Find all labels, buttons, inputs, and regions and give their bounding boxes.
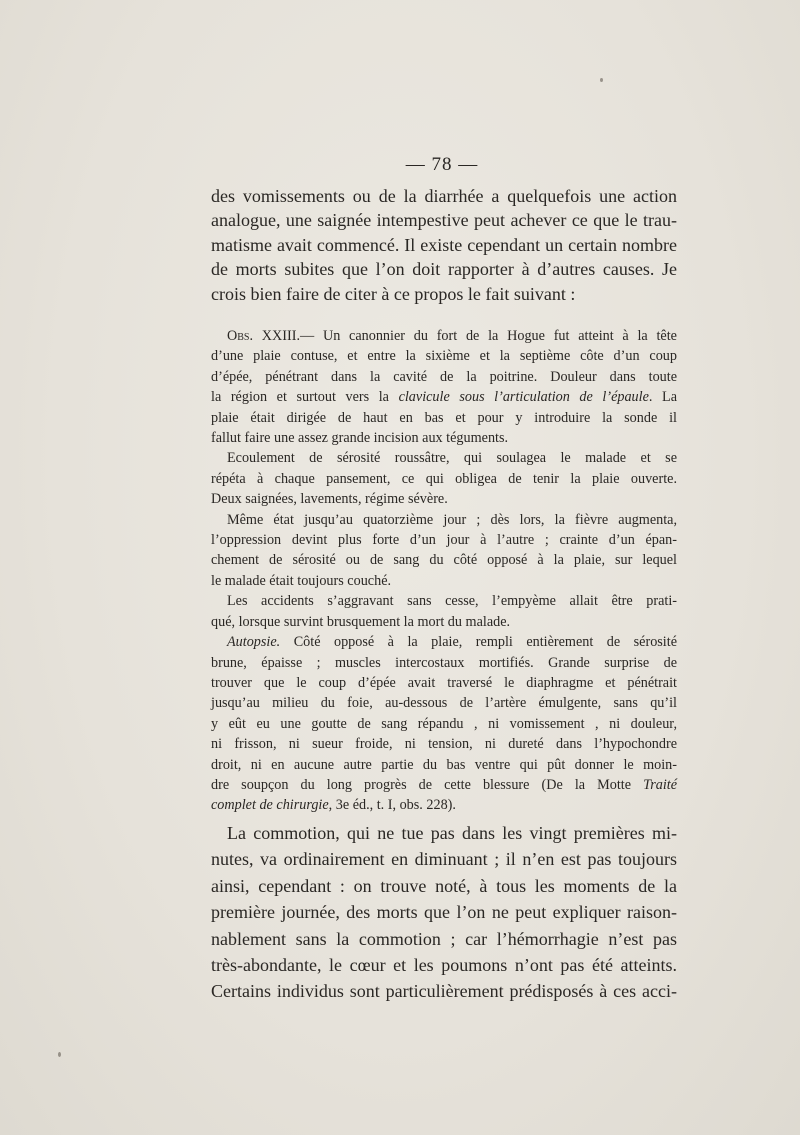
text-span: dre soupçon du long progrès de cette blessure (De la Motte — [211, 776, 644, 793]
text-line: l’oppression devint plus forte d’un jour à l’autre ; crainte d’un épan- — [211, 532, 677, 549]
intro-paragraph — [211, 184, 677, 306]
text-line: Certains individus sont particulièrement prédisposés à ces acci- — [211, 981, 677, 1002]
italic-term: clavicule sous l’articulation de l’épaule — [398, 389, 649, 406]
text-line: plaie était dirigée de haut en bas et pour y introduire la sonde il — [211, 409, 677, 426]
text-line: crois bien faire de citer à ce propos le fait suivant : — [211, 283, 576, 304]
text-span: . La — [648, 389, 678, 406]
italic-title: Traité — [643, 776, 677, 793]
text-span: Côté opposé à la plaie, rempli entièrement de sérosité — [280, 634, 677, 651]
text-line — [211, 387, 677, 407]
text-line: Même état jusqu’au quatorzième jour ; dès lors, la fièvre augmenta, — [227, 511, 677, 528]
text-line: de morts subites que l’on doit rapporter à d’autres causes. Je — [211, 259, 677, 280]
text-line: d’épée, pénétrant dans la cavité de la poitrine. Douleur dans toute — [211, 368, 677, 385]
observation-heading-line — [211, 326, 677, 346]
text-line: trouver que le coup d’épée avait traversé le diaphragme et pénétrait — [211, 674, 677, 691]
observation-block — [211, 326, 677, 816]
body-paragraph — [211, 820, 677, 1005]
page-number: — 78 — — [405, 154, 479, 175]
paper-speck — [600, 78, 603, 82]
text-line: qué, lorsque survint brusquement la mort du malade. — [211, 613, 511, 630]
text-span: — Un canonnier du fort de la Hogue fut atteint à la tête — [300, 328, 677, 344]
paper-speck — [58, 1052, 61, 1057]
text-line: nutes, va ordinairement en diminuant ; il n’en est pas toujours — [211, 849, 677, 870]
text-line: répéta à chaque pansement, ce qui obligea de tenir la plaie ouverte. — [211, 470, 677, 487]
text-line: première journée, des morts que l’on ne peut expliquer raison- — [211, 902, 677, 923]
text-line: Ecoulement de sérosité roussâtre, qui soulagea le malade et se — [227, 450, 677, 467]
text-line: y eût eu une goutte de sang répandu , ni vomissement , ni douleur, — [211, 715, 677, 732]
autopsy-line — [211, 632, 677, 652]
text-line: La commotion, qui ne tue pas dans les vingt premières mi- — [227, 823, 677, 843]
text-line: d’une plaie contuse, et entre la sixième et la septième côte d’un coup — [211, 348, 677, 365]
observation-label: Obs. XXIII. — [227, 328, 300, 344]
text-line — [211, 795, 677, 815]
text-span: la région et surtout vers la — [211, 389, 399, 406]
text-line: très-abondante, le cœur et les poumons n’ont pas été atteints. — [211, 955, 677, 976]
text-line: Les accidents s’aggravant sans cesse, l’empyème allait être prati- — [227, 593, 677, 610]
text-line: des vomissements ou de la diarrhée a quelquefois une action — [211, 186, 677, 206]
text-span: , 3e éd., t. I, obs. 228). — [328, 797, 456, 814]
text-line: brune, épaisse ; muscles intercostaux mortifiés. Grande surprise de — [211, 654, 677, 671]
autopsy-label: Autopsie. — [227, 634, 281, 651]
text-line: analogue, une saignée intempestive peut achever ce que le trau- — [211, 210, 677, 231]
text-line — [211, 775, 677, 795]
text-line: matisme avait commencé. Il existe cependant un certain nombre — [211, 234, 677, 255]
text-line: ainsi, cependant : on trouve noté, à tous les moments de la — [211, 875, 677, 896]
text-line: jusqu’au milieu du foie, au-dessous de l’artère émulgente, sans qu’il — [211, 695, 677, 712]
text-line: droit, ni en aucune autre partie du bas ventre qui pût donner le moin- — [211, 756, 677, 773]
text-line: ni frisson, ni sueur froide, ni tension, ni dureté dans l’hypochondre — [211, 736, 677, 753]
text-line: chement de sérosité ou de sang du côté opposé à la plaie, sur lequel — [211, 552, 677, 569]
text-line: fallut faire une assez grande incision aux téguments. — [211, 430, 509, 447]
text-line: le malade était toujours couché. — [211, 572, 392, 589]
text-line: nablement sans la commotion ; car l’hémorrhagie n’est pas — [211, 928, 677, 949]
italic-title: complet de chirurgie — [211, 797, 329, 814]
text-line: Deux saignées, lavements, régime sévère. — [211, 491, 448, 508]
